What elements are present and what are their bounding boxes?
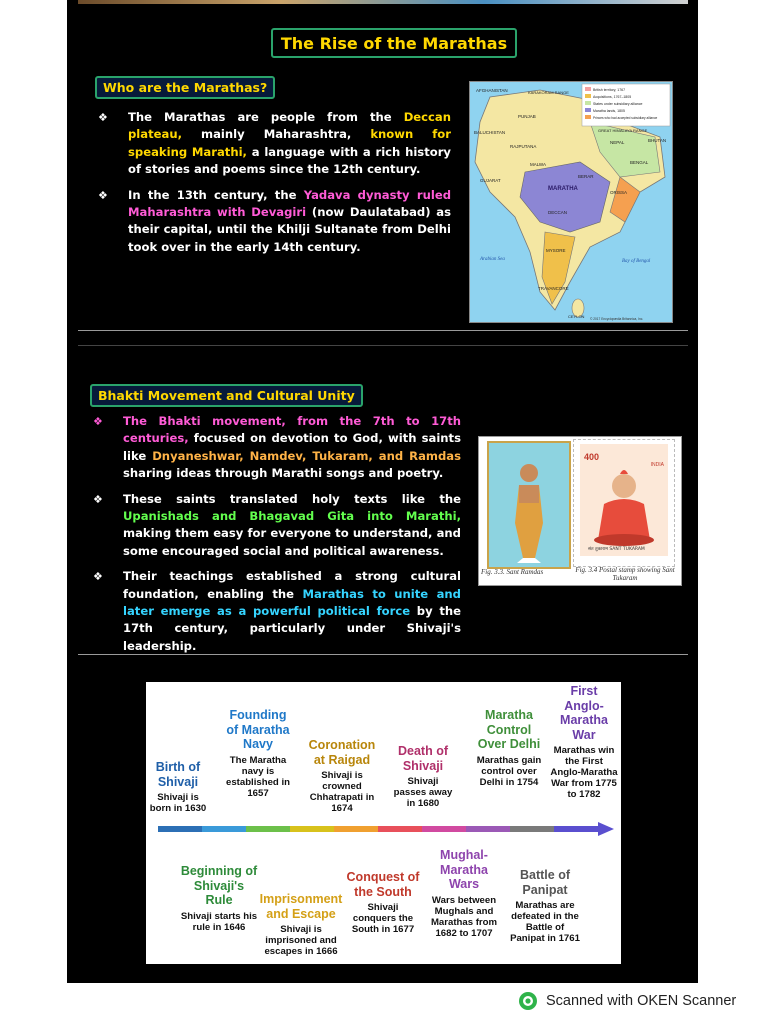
event-coronation: Coronation at Raigad Shivaji is crowned Chhatrapati in 1674 [308, 738, 376, 814]
top-image-strip [78, 0, 688, 4]
map-label: MALWA [530, 162, 547, 167]
saints-figures [478, 436, 682, 586]
event-conquest-of-south: Conquest of the South Shivaji conquers the South in 1677 [346, 870, 420, 935]
section-heading-marathas: Who are the Marathas? [95, 76, 275, 99]
map-graphic [470, 82, 672, 322]
event-imprisonment-escape: Imprisonment and Escape Shivaji is imprisoned and escapes in 1666 [259, 892, 343, 957]
arrow-segment [466, 826, 511, 832]
section-heading-bhakti: Bhakti Movement and Cultural Unity [90, 384, 363, 407]
timeline-arrow [158, 822, 614, 836]
map-legend-item: Maratha lands, 1805 [593, 109, 625, 113]
map-label: AFGHANISTAN [476, 88, 508, 93]
map-label: Bay of Bengal [622, 259, 651, 264]
scanner-watermark [518, 991, 736, 1011]
map-label: TRAVANCORE [538, 286, 569, 291]
bullet-text: The Bhakti movement, from the 7th to 17th centuries, [123, 414, 461, 446]
event-birth-of-shivaji: Birth of Shivaji Shivaji is born in 1630 [149, 760, 207, 814]
map-label: ORISSA [610, 190, 628, 195]
bullet-text: These saints translated holy texts like the [123, 491, 461, 506]
map-label: CEYLON [568, 314, 585, 319]
map-label: PUNJAB [518, 114, 536, 119]
section-divider [78, 330, 688, 331]
arrow-segment [510, 826, 555, 832]
sant-ramdas-image [487, 441, 571, 569]
diamond-bullet-icon: ❖ [98, 111, 108, 124]
bullet-item [93, 568, 461, 655]
arrow-segment [158, 826, 203, 832]
map-label: MARATHA [548, 186, 578, 192]
bullet-text: a language with a rich history of stories and poems since the 12th century. [128, 144, 451, 177]
event-beginning-of-rule: Beginning of Shivaji's Rule Shivaji starts his rule in 1646 [180, 864, 258, 933]
bullet-text: sharing ideas through Marathi songs and poetry. [123, 466, 444, 481]
bullet-text: Marathas to unite and later emerge as a powerful political force [123, 586, 461, 619]
arrow-head-icon [598, 822, 614, 836]
fig-caption-tukaram: Fig. 3.4 Postal stamp showing Sant Tukaram [575, 566, 675, 582]
bullet-text: Their teachings established a strong cultural foundation, enabling the [123, 569, 461, 601]
map-legend-item: British territory, 1767 [593, 88, 626, 92]
section-divider [78, 345, 688, 346]
map-label: MYSORE [546, 248, 566, 253]
map-label: Arabian Sea [480, 257, 505, 262]
bullet-text: Dnyaneshwar, Namdev, Tukaram, and Ramdas [152, 448, 462, 463]
diamond-bullet-icon: ❖ [93, 415, 103, 428]
map-copyright: © 2017 Encyclopædia Britannica, Inc. [590, 317, 644, 321]
map-label: NEPAL [610, 140, 625, 145]
map-label: GUJARAT [480, 178, 501, 183]
stamp-name: संत तुकाराम SANT TUKARAM [588, 547, 645, 552]
section-divider [78, 654, 688, 655]
fig-caption-ramdas: Fig. 3.3. Sant Ramdas [481, 568, 544, 576]
bullet-text: The Marathas are people from the [128, 110, 404, 124]
event-mughal-maratha-wars: Mughal-Maratha Wars Wars between Mughals and Marathas from 1682 to 1707 [430, 848, 498, 939]
map-label: GREAT HIMALAYA RANGE [598, 128, 648, 133]
map-legend-item: States under subsidiary alliance [593, 102, 643, 106]
arrow-segment [202, 826, 247, 832]
event-first-anglo-maratha-war: First Anglo-Maratha War Marathas win the First Anglo-Maratha War from 1775 to 1782 [550, 684, 618, 800]
bullet-item [98, 187, 451, 257]
bullet-text: making them easy for everyone to understand, and some encouraged social and political awareness. [123, 526, 461, 558]
map-label: KARAKORAM RANGE [528, 90, 569, 95]
event-founding-of-navy: Founding of Maratha Navy The Maratha navy is established in 1657 [226, 708, 290, 799]
stamp-country: INDIA [650, 462, 664, 468]
map-label: BENGAL [630, 160, 649, 165]
stamp-value: 400 [584, 452, 600, 462]
map-label: BERAR [578, 174, 594, 179]
map-label: RAJPUTANA [510, 144, 537, 149]
marathas-bullet-list [98, 109, 451, 264]
map-label: BALUCHISTAN [474, 130, 506, 135]
bullet-text: by the 17th century, particularly under Shivaji's leadership. [123, 604, 462, 653]
bullet-text: mainly Maharashtra, [181, 127, 371, 142]
map-label: BHUTAN [648, 138, 667, 143]
diamond-bullet-icon: ❖ [93, 492, 103, 506]
arrow-segment [554, 826, 599, 832]
diamond-bullet-icon: ❖ [93, 570, 103, 584]
bullet-text: Yadava dynasty ruled Maharashtra with Devagiri [128, 187, 451, 220]
diamond-bullet-icon: ❖ [98, 188, 108, 202]
arrow-segment [290, 826, 335, 832]
bullet-text: (now Daulatabad) as their capital, until the Khilji Sultanate from Delhi took over in the early 14th century. [128, 205, 451, 254]
arrow-segment [422, 826, 467, 832]
page-title: The Rise of the Marathas [271, 28, 517, 58]
tukaram-stamp-image [573, 439, 675, 567]
event-battle-of-panipat: Battle of Panipat Marathas are defeated in the Battle of Panipat in 1761 [510, 868, 580, 944]
arrow-segment [334, 826, 379, 832]
bullet-item [98, 109, 451, 179]
bullet-item [93, 491, 461, 561]
map-label: DECCAN [548, 210, 568, 215]
bullet-text: Deccan plateau, [128, 110, 451, 142]
timeline-infographic [146, 682, 621, 964]
bullet-item [93, 413, 461, 483]
bullet-text: In the 13th century, the [128, 187, 304, 202]
arrow-segment [378, 826, 423, 832]
map-of-india [469, 81, 673, 323]
bullet-text: focused on devotion to God, with saints like [123, 431, 461, 463]
event-death-of-shivaji: Death of Shivaji Shivaji passes away in 1680 [393, 744, 453, 809]
event-control-over-delhi: Maratha Control Over Delhi Marathas gain control over Delhi in 1754 [476, 708, 542, 788]
oken-logo-icon [518, 991, 538, 1011]
bullet-text: Upanishads and Bhagavad Gita into Marathi, [123, 509, 461, 524]
scanner-text: Scanned with OKEN Scanner [546, 993, 737, 1009]
bhakti-bullet-list [93, 413, 461, 663]
bullet-text: known for speaking Marathi, [128, 127, 451, 159]
arrow-segment [246, 826, 291, 832]
map-legend-item: Acquisitions, 1767–1805 [593, 95, 632, 99]
map-legend-item: Princes who had accepted subsidiary alliance [593, 116, 658, 120]
